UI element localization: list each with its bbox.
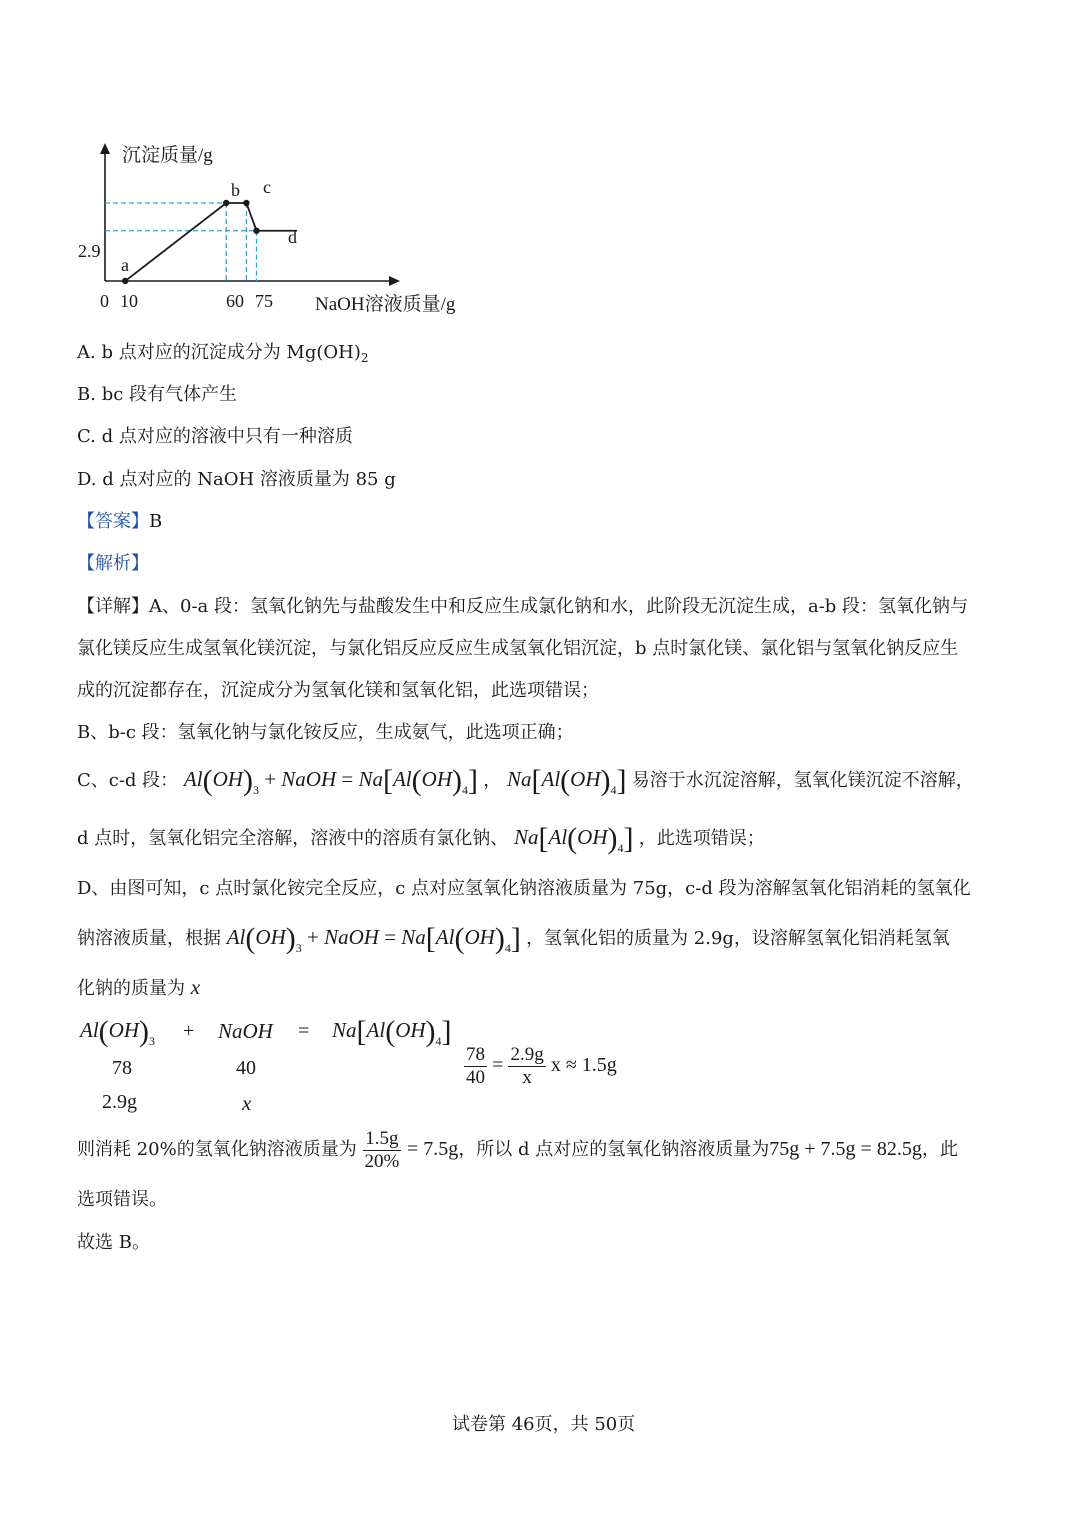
c2-suffix: ，此选项错误； [638,828,765,849]
chart-ytick-2-9: 2.9 [78,241,101,261]
chart-xtick-60: 60 [226,291,244,311]
c-prefix: C、c-d 段： [77,770,179,791]
option-d [77,469,396,491]
detail-d-line-2 [77,922,950,959]
eq-naoh: NaOH [218,1019,273,1043]
point-label-c: c [263,177,271,197]
eq-na-al-oh4: $Na[Al(OH)_4]$ [332,1015,452,1048]
d2-prefix: 钠溶液质量，根据 [77,928,221,949]
analysis-tag: 【解析】 [77,553,149,574]
x-axis-arrow [389,276,400,286]
chart-xlabel: NaOH溶液质量/g [315,294,456,315]
unknown-x: x [242,1091,252,1115]
then-line [77,1126,958,1173]
last-line-1: 选项错误。 [77,1189,167,1210]
then-calc: 75g + 7.5g = 82.5g [769,1138,922,1160]
formula-d: $Al(OH)_3$ + NaOH = $Na[Al(OH)_4]$ [226,922,521,955]
c-mid: 易溶于水沉淀溶解，氢氧化镁沉淀不溶解， [631,770,974,791]
given-2-9g: 2.9g [102,1091,137,1113]
y-axis-arrow [100,143,110,154]
then-mid: ，所以 d 点对应的氢氧化钠溶液质量为 [458,1139,770,1160]
detail-tag: 【详解】 [77,596,149,617]
precipitate-chart [70,135,490,325]
series-line [125,203,297,281]
option-b [77,384,237,406]
option-c-text: d 点对应的溶液中只有一种溶质 [101,426,353,447]
chart-origin-label: 0 [100,291,109,311]
molar-40: 40 [236,1057,256,1079]
option-a-letter: A. [77,342,96,363]
detail-line-1-text: A、0-a 段：氢氧化钠先与盐酸发生中和反应生成氯化钠和水，此阶段无沉淀生成，a-b 段：氢氧化钠与 [149,596,969,617]
detail-c2-line [77,822,765,859]
molar-78: 78 [112,1057,132,1079]
ratio-frac-1: $\frac{78}{40}$ [466,1044,485,1088]
option-a [77,342,369,369]
answer-tag: 【答案】 [77,511,149,532]
detail-c-line: C、c-d 段： $Al(OH)_3$ + NaOH = $Na[Al(OH)_4]$ ， $Na[Al(OH)_4]$ 易溶于水沉淀溶解，氢氧化镁沉淀不溶解， [77,764,974,797]
option-c-letter: C. [77,426,96,447]
eq-equals: = [298,1020,310,1042]
option-d-letter: D. [77,469,97,490]
option-d-text: d 点对应的 NaOH 溶液质量为 85 g [102,469,396,490]
last-line-2: 故选 B。 [77,1232,150,1253]
point-label-a: a [121,255,129,275]
c2-prefix: d 点时，氢氧化铝完全溶解，溶液中的溶质有氯化钠、 [77,828,509,849]
formula-c2: $Na[Al(OH)_4]$ [506,764,627,797]
then-eq: = 7.5g [407,1138,459,1160]
point-d [253,228,259,234]
detail-line-3: 成的沉淀都存在，沉淀成分为氢氧化镁和氢氧化铝，此选项错误； [77,680,599,701]
d2-suffix: ，氢氧化铝的质量为 2.9g，设溶解氢氧化铝消耗氢氧 [526,928,950,949]
then-prefix: 则消耗 20%的氢氧化钠溶液质量为 [77,1139,357,1160]
ratio-frac-2: $\frac{2.9g}{x}$ [510,1044,544,1088]
then-frac: $\frac{1.5g}{20\%}$ [364,1127,400,1172]
eq-plus: + [183,1020,195,1042]
then-suffix: ，此 [921,1139,958,1160]
chart-xtick-10: 10 [120,291,138,311]
option-c [77,426,353,448]
point-label-d: d [288,227,297,247]
answer-value: B [149,511,163,532]
formula-c3: $Na[Al(OH)_4]$ [513,822,634,855]
option-a-text: b 点对应的沉淀成分为 Mg(OH) [101,342,361,363]
ratio-result: x ≈ 1.5g [550,1054,617,1076]
option-b-text: bc 段有气体产生 [101,384,238,405]
detail-d-line-3 [77,976,200,1000]
d3-var: x [190,975,201,999]
detail-b-line: B、b-c 段：氢氧化钠与氯化铵反应，生成氨气，此选项正确； [77,722,574,743]
formula-c1: $Al(OH)_3$ + NaOH = $Na[Al(OH)_4]$ [183,764,478,797]
option-b-letter: B. [77,384,96,405]
answer-line [77,511,162,533]
detail-d-line-1: D、由图可知，c 点时氯化铵完全反应，c 点对应氢氧化钠溶液质量为 75g，c-d 段为溶解氢氧化铝消耗的氢氧化 [77,878,971,899]
point-b [223,200,229,206]
page-footer: 试卷第 46页，共 50页 [452,1414,636,1435]
point-c [243,200,249,206]
chart-ylabel: 沉淀质量/g [122,145,213,166]
chart-xtick-75: 75 [255,291,273,311]
point-a [122,278,128,284]
d3-text: 化钠的质量为 [77,978,185,999]
point-label-b: b [231,180,240,200]
detail-line-1 [77,596,968,618]
eq-al-oh3: $Al(OH)_3$ [80,1015,156,1048]
detail-line-2: 氯化镁反应生成氢氧化镁沉淀，与氯化铝反应反应生成氢氧化铝沉淀，b 点时氯化镁、氯化铝与氢氧化钠反应生 [77,638,959,659]
ratio-expression: $\frac{78}{40}$ = $\frac{2.9g}{x}$ x ≈ 1.5g [466,1044,617,1088]
option-a-sub: 2 [360,351,369,365]
